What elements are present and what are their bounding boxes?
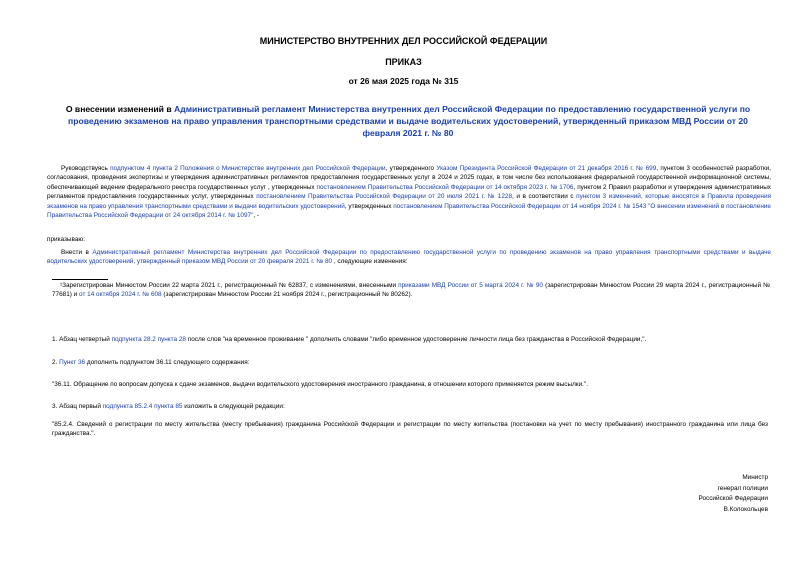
- document-type: ПРИКАЗ: [385, 57, 422, 67]
- intro-paragraph: [47, 164, 771, 220]
- footnote-link-orders-90[interactable]: приказами МВД России от 5 марта 2024 г. № 90: [398, 282, 543, 289]
- signature-block: [600, 473, 768, 515]
- intro-link-resolution-1706[interactable]: постановлением Правительства Российской Федерации от 14 октября 2023 г. № 1706: [316, 183, 574, 191]
- intro-text: , пунктом 3 особенностей разработки, согласования, проведения экспертизы и утверждения административных регламентов предоставления государственных услуг в 2024 и 2025 годах, в том числе без использования федеральной государственной информационной системы, обеспечивающей ведение федерального реестра государственных услуг , утвержденных: [47, 165, 772, 191]
- footnote-marker: ¹: [60, 282, 63, 289]
- signature-country: Российской Федерации: [698, 495, 768, 502]
- title-prefix: О внесении изменений в: [65, 104, 175, 114]
- amendment-item-3: [52, 402, 768, 411]
- intro-text: Руководствуясь: [61, 165, 111, 172]
- intro-text: , утвержденных: [344, 202, 394, 210]
- signature-position: Министр: [742, 474, 768, 481]
- signature-rank: генерал полиции: [717, 484, 768, 492]
- footnote-link-order-608[interactable]: от 14 октября 2024 г. № 608: [79, 291, 162, 299]
- intro-link-mvd-regulation[interactable]: подпунктом 4 пункта 2 Положения о Министерстве внутренних дел Российской Федерации: [110, 165, 386, 172]
- intro-link-exam-rules[interactable]: пунктом 3 изменений, которые вносятся в Правила проведения экзаменов на право управления транспортными средствами и выдачи водительских удостоверений: [47, 193, 771, 210]
- item-link-subclause-28-2[interactable]: подпункта 28.2 пункта 28: [111, 336, 186, 343]
- intro-link-presidential-decree[interactable]: Указом Президента Российской Федерации от 21 декабря 2016 г. № 699: [436, 165, 657, 172]
- insert-text: , следующие изменения:: [332, 258, 408, 266]
- amendment-quote-36-11: "36.11. Обращение по вопросам допуска к сдаче экзаменов, выдачи водительского удостоверения иностранного гражданина, в отношении которого применяется режим высылки.".: [52, 381, 588, 388]
- order-word: приказываю:: [47, 236, 85, 243]
- item-text: 2.: [52, 359, 60, 366]
- item-link-subclause-85-2-4[interactable]: подпункта 85.2.4 пункта 85: [102, 403, 183, 410]
- document-title: [48, 103, 768, 139]
- amendment-item-2: [52, 358, 768, 367]
- intro-link-resolution-1543[interactable]: постановлением Правительства Российской Федерации от 14 ноября 2024 г. № 1543 "О внесении изменений в постановление Правительства Российской Федерации от 24 октября 2014 г. № 1097": [47, 202, 771, 220]
- footnote-text: Зарегистрирован Минюстом России 22 марта 2021 г., регистрационный № 62837, с изменениями, внесенными: [62, 282, 399, 289]
- footnote-text: (зарегистрирован Минюстом России 29 марта 2024 г., регистрационный № 77681) и: [52, 282, 770, 299]
- title-regulation-link[interactable]: Административный регламент Министерства внутренних дел Российской Федерации по предоставлению государственной услуги по проведению экзаменов на право управления транспортными средствами и выдаче водительских удостоверений, утвержденный приказом МВД России от 20 февраля 2021 г. № 80: [68, 104, 751, 138]
- signature-name: В.Колокольцев: [723, 505, 768, 513]
- item-link-clause-36[interactable]: Пункт 36: [59, 359, 86, 366]
- footnote-text: (зарегистрирован Минюстом России 21 ноября 2024 г., регистрационный № 80262).: [161, 291, 413, 299]
- ministry-heading: МИНИСТЕРСТВО ВНУТРЕННИХ ДЕЛ РОССИЙСКОЙ ФЕДЕРАЦИИ: [259, 36, 548, 46]
- intro-text: , пунктом 2 Правил разработки и утверждения административных регламентов предоставления государственных услуг, утвержденных: [47, 183, 771, 201]
- item-text: дополнить подпунктом 36.11 следующего содержания:: [85, 359, 250, 366]
- insert-regulation-link[interactable]: Административный регламент Министерства внутренних дел Российской Федерации по предоставлению государственной услуги по проведению экзаменов на право управления транспортными средствами и выдаче водительских удостоверений, утвержденный приказом МВД России от 20 февраля 2021 г. № 80: [47, 249, 771, 266]
- amendment-item-1: [52, 335, 768, 344]
- footnote-divider: [52, 279, 108, 280]
- amendment-quote-85-2-4: "85.2.4. Сведений о регистрации по месту жительства (месту пребывания) гражданина Российской Федерации и регистрации по месту жительства (постановки на учет по месту пребывания) иностранного гражданина или лица без гражданства.".: [52, 421, 768, 438]
- item-text: после слов "на временное проживание " дополнить словами "либо временное удостоверение личности лица без гражданства в Российской Федерации,".: [185, 336, 647, 343]
- item-text: 1. Абзац четвертый: [52, 336, 112, 343]
- insert-paragraph: [47, 248, 771, 267]
- insert-text: Внести в: [61, 249, 93, 256]
- document-date: от 26 мая 2025 года № 315: [348, 76, 459, 86]
- footnote: [52, 281, 770, 300]
- intro-text: , и в соответствии с: [512, 193, 577, 201]
- item-text: 3. Абзац первый: [52, 403, 103, 410]
- intro-link-resolution-1228[interactable]: постановлением Правительства Российской Федерации от 20 июля 2021 г. № 1228: [256, 193, 513, 201]
- item-text: изложить в следующей редакции:: [182, 403, 285, 410]
- intro-text: , -: [253, 212, 260, 220]
- intro-text: , утвержденного: [385, 165, 437, 172]
